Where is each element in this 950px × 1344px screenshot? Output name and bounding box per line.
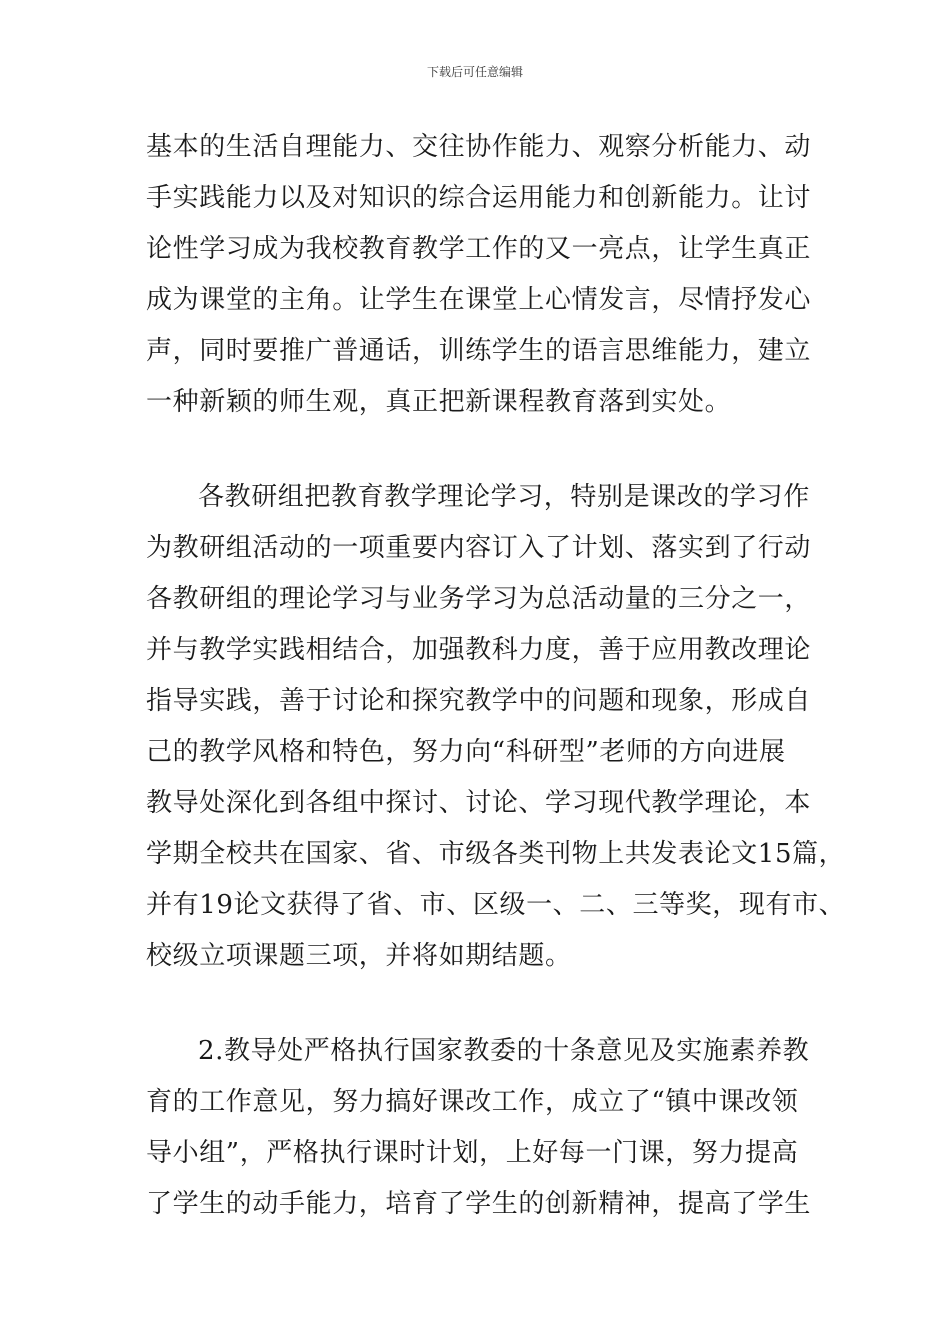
text-line: 一种新颖的师生观，真正把新课程教育落到实处。 — [146, 387, 732, 417]
text-line: 教导处深化到各组中探讨、讨论、学习现代教学理论，本 — [146, 788, 812, 818]
text-line: 并与教学实践相结合，加强教科力度，善于应用教改理论 — [146, 635, 812, 665]
text-line: 论性学习成为我校教育教学工作的又一亮点，让学生真正 — [146, 234, 812, 264]
page-header: 下载后可任意编辑 — [426, 65, 523, 79]
text-line: 各教研组把教育教学理论学习，特别是课改的学习作 — [198, 482, 810, 512]
text-line: 并有19论文获得了省、市、区级一、二、三等奖，现有市、 — [146, 890, 846, 920]
text-line: 各教研组的理论学习与业务学习为总活动量的三分之一， — [146, 584, 812, 614]
text-line: 导小组”，严格执行课时计划，上好每一门课，努力提高 — [146, 1138, 799, 1168]
text-line: 基本的生活自理能力、交往协作能力、观察分析能力、动 — [146, 132, 812, 162]
text-line: 为教研组活动的一项重要内容订入了计划、落实到了行动 — [146, 533, 812, 563]
text-line: 己的教学风格和特色，努力向“科研型”老师的方向进展 — [146, 737, 786, 767]
text-line: 学期全校共在国家、省、市级各类刊物上共发表论文15篇， — [146, 839, 846, 869]
text-line: 育的工作意见，努力搞好课改工作，成立了“镇中课改领 — [146, 1087, 799, 1117]
text-line: 校级立项课题三项，并将如期结题。 — [146, 941, 572, 971]
text-line: 2.教导处严格执行国家教委的十条意见及实施素养教 — [198, 1036, 810, 1066]
text-line: 了学生的动手能力，培育了学生的创新精神，提高了学生 — [146, 1189, 812, 1219]
text-line: 成为课堂的主角。让学生在课堂上心情发言，尽情抒发心 — [146, 285, 812, 315]
text-line: 手实践能力以及对知识的综合运用能力和创新能力。让讨 — [146, 183, 812, 213]
text-line: 声，同时要推广普通话，训练学生的语言思维能力，建立 — [146, 336, 812, 366]
text-line: 指导实践，善于讨论和探究教学中的问题和现象，形成自 — [146, 686, 812, 716]
